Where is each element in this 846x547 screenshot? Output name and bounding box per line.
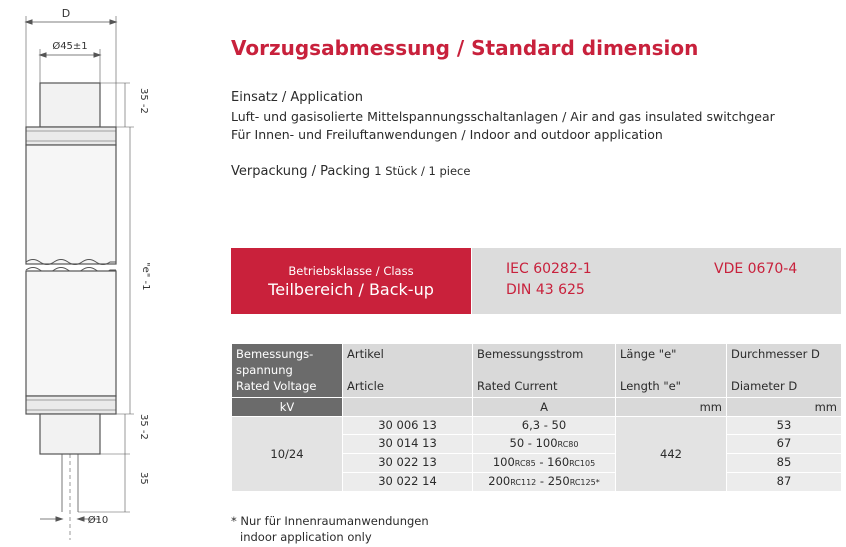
unit-article xyxy=(343,398,473,417)
dim-35-label: 35 xyxy=(138,472,149,485)
article-cell: 30 006 13 xyxy=(343,417,473,435)
current-cell: 100RC85 - 160RC105 xyxy=(473,454,616,473)
unit-length: mm xyxy=(616,398,727,417)
footnote-line-1: * Nur für Innenraumanwendungen xyxy=(231,514,429,528)
diameter-cell: 85 xyxy=(727,454,842,473)
current-cell: 50 - 100RC80 xyxy=(473,435,616,454)
dim-35-bottom-label: 35 -2 xyxy=(138,414,149,440)
diameter-cell: 53 xyxy=(727,417,842,435)
footnote-line-2: indoor application only xyxy=(240,530,372,544)
diameter-cell: 67 xyxy=(727,435,842,454)
application-line-2: Für Innen- und Freiluftanwendungen / Indoor and outdoor application xyxy=(231,127,663,142)
application-line-1: Luft- und gasisolierte Mittelspannungsschaltanlagen / Air and gas insulated switchgear xyxy=(231,109,775,124)
table-row xyxy=(232,417,842,435)
article-cell: 30 022 13 xyxy=(343,454,473,473)
spec-table xyxy=(231,343,842,492)
table-header-row xyxy=(232,344,842,398)
fuse-drawing xyxy=(0,0,220,547)
dim-dia45-label: Ø45±1 xyxy=(52,41,88,52)
unit-diameter: mm xyxy=(727,398,842,417)
article-cell: 30 014 13 xyxy=(343,435,473,454)
header-voltage: Bemessungs- spannung Rated Voltage xyxy=(232,344,343,398)
voltage-value: 10/24 xyxy=(232,417,343,492)
application-heading: Einsatz / Application xyxy=(231,90,364,105)
norms-box xyxy=(472,248,841,314)
header-length: Länge "e" Length "e" xyxy=(616,344,727,398)
length-value: 442 xyxy=(616,417,727,492)
dim-35-top-label: 35 -2 xyxy=(138,88,149,114)
header-diameter: Durchmesser D Diameter D xyxy=(727,344,842,398)
current-cell: 6,3 - 50 xyxy=(473,417,616,435)
norm-iec: IEC 60282-1 xyxy=(506,261,592,277)
class-label: Betriebsklasse / Class xyxy=(288,264,414,278)
class-box xyxy=(231,248,471,314)
packing-line xyxy=(231,164,470,179)
dim-d-label: D xyxy=(61,7,71,20)
dim-e-label: "e" -1 xyxy=(140,262,151,291)
header-current: Bemessungsstrom Rated Current xyxy=(473,344,616,398)
dim-dia10-label: Ø10 xyxy=(87,515,109,526)
unit-current: A xyxy=(473,398,616,417)
article-cell: 30 022 14 xyxy=(343,473,473,492)
header-article: Artikel Article xyxy=(343,344,473,398)
page-title: Vorzugsabmessung / Standard dimension xyxy=(231,36,699,60)
table-units-row xyxy=(232,398,842,417)
unit-voltage: kV xyxy=(232,398,343,417)
packing-value: 1 Stück / 1 piece xyxy=(374,164,471,178)
current-cell: 200RC112 - 250RC125* xyxy=(473,473,616,492)
class-value: Teilbereich / Back-up xyxy=(268,280,434,299)
packing-label: Verpackung / Packing xyxy=(231,164,371,179)
diameter-cell: 87 xyxy=(727,473,842,492)
norm-din: DIN 43 625 xyxy=(506,282,585,298)
norm-vde: VDE 0670-4 xyxy=(714,261,798,277)
